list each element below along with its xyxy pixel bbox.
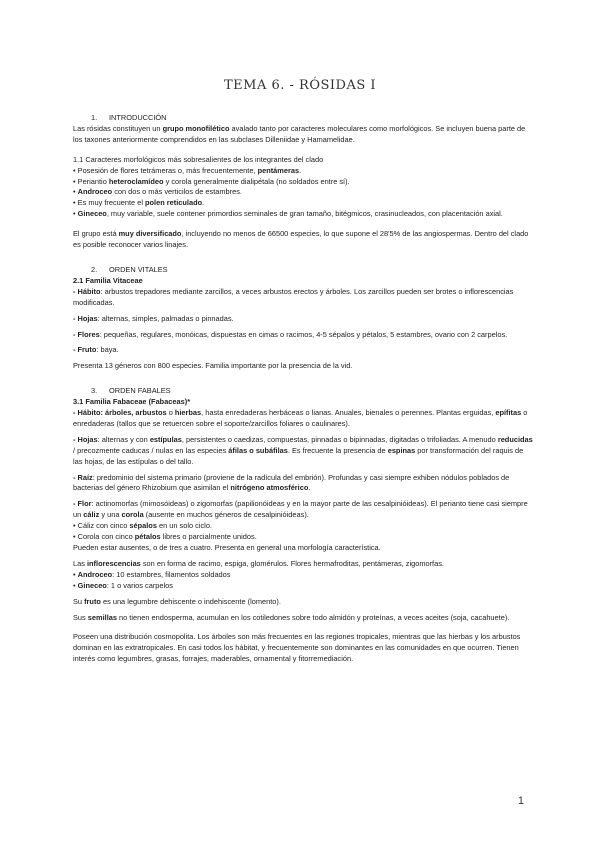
fabaceae-inflorescencias: Las inflorescencias son en forma de racimo, espiga, glomérulos. Flores hermafroditas, pentámeras, zigomorfas. bbox=[73, 558, 444, 568]
list-item: • Es muy frecuente el polen reticulado. bbox=[73, 198, 205, 208]
list-item: • Posesión de flores tetrámeras o, más frecuentemente, pentámeras. bbox=[73, 165, 302, 175]
fabaceae-hojas: - Hojas: alternas y con estípulas, persistentes o caedizas, compuestas, pinnadas o bipinnadas, digitadas o trifoliadas. A menudo reducidas / precozmente caducas / nulas en las especies áfilas o subáfilas. Es frecuente la presencia de espinas por transformación del raquis de las hojas, de las estípulas o del tallo. bbox=[73, 434, 533, 466]
vitaceae-habito: - Hábito: arbustos trepadores mediante zarcillos, a veces arbustos erectos y árboles. Los zarcillos pueden ser brotes o inflorescencias modificadas. bbox=[73, 286, 514, 307]
fabaceae-habito: - Hábito: árboles, arbustos o hierbas, hasta enredaderas herbáceas o lianas. Anuales, bienales o perennes. Plantas erguidas, epífitas o enredaderas (tallos que se retuercen sobre el soporte/zarcillos foliares o caulinares). bbox=[73, 408, 528, 428]
intro-paragraph: Las rósidas constituyen un grupo monofilético avalado tanto por caracteres moleculares como morfológicos. Se incluyen buena parte de los taxones anteriormente comprendidos en las subclases Dilleniidae y Hamamelidae. bbox=[73, 123, 526, 144]
vitaceae-hojas: - Hojas: alternas, simples, palmadas o pinnadas. bbox=[73, 313, 234, 323]
subheading-vitaceae: 2.1 Familia Vitaceae bbox=[73, 275, 143, 285]
vitaceae-fruto: - Fruto: baya. bbox=[73, 345, 119, 355]
section-heading-fabales: 3. ORDEN FABALES bbox=[91, 386, 171, 396]
section-heading-introduccion: 1. INTRODUCCIÓN bbox=[91, 113, 167, 122]
diversity-paragraph: El grupo está muy diversificado, incluyendo no menos de 66500 especies, lo que supone el 28'5% de las angiospermas. Dentro del clado es posible reconocer varios linajes. bbox=[73, 229, 529, 250]
list-item: • Androceo: 10 estambres, filamentos soldados bbox=[73, 569, 231, 579]
list-item: • Corola con cinco pétalos libres o parcialmente unidos. bbox=[73, 532, 257, 542]
list-item: • Gineceo: 1 o varios carpelos bbox=[73, 580, 173, 590]
fabaceae-distribucion: Poseen una distribución cosmopolita. Los árboles son más frecuentes en las regiones tropicales, mientras que las hierbas y los arbustos dominan en las extratropicales. En casi todos los hábitat, y frecuentemente son dominantes en las comunidades en que ocurren. Tienen interés como legumbres, grasas, forrajes, maderables, ornamental y fitorremediación. bbox=[73, 632, 521, 664]
list-item: • Androceo con dos o más verticilos de estambres. bbox=[73, 187, 242, 197]
page-number: 1 bbox=[517, 795, 524, 807]
page-title: TEMA 6. - RÓSIDAS I bbox=[223, 78, 377, 93]
list-item: • Gineceo, muy variable, suele contener primordios seminales de gran tamaño, bitégmicos, crasinucleados, con placentación axial. bbox=[73, 209, 503, 219]
page-content bbox=[73, 113, 533, 665]
list-item: • Periantio heteroclamídeo y corola generalmente dialipétala (no soldados entre sí). bbox=[73, 176, 350, 186]
subheading-fabaceae: 3.1 Familia Fabaceae (Fabaceas)* bbox=[73, 397, 191, 407]
fabaceae-raiz: - Raíz: predominio del sistema primario (proviene de la radícula del embrión). Profundas y casi siempre exhiben nódulos poblados de bacterias del género Rhizobium que asimilan el nitrógeno atmosférico. bbox=[73, 472, 510, 493]
fabaceae-semillas: Sus semillas no tienen endosperma, acumulan en los cotiledones sobre todo almidón y proteínas, a veces aceites (soja, cacahuete). bbox=[73, 612, 510, 622]
fabaceae-flor: - Flor: actinomorfas (mimosóideas) o zigomorfas (papilionóideas y en la mayor parte de las cesalpinióideas). El perianto tiene casi siempre un cáliz y una corola (ausente en muchos géneros de cesalpinióideas). bbox=[73, 499, 528, 520]
vitaceae-flores: - Flores: pequeñas, regulares, monóicas, dispuestas en cimas o racimos, 4-5 sépalos y pétalos, 5 estambres, ovario con 2 carpelos. bbox=[73, 329, 508, 339]
fabaceae-fruto: Su fruto es una legumbre dehiscente o indehiscente (lomento). bbox=[73, 596, 281, 606]
section-heading-vitales: 2. ORDEN VITALES bbox=[91, 264, 168, 274]
fabaceae-flor-note: Pueden estar ausentes, o de tres a cuatro. Presenta en general una morfología característica. bbox=[73, 543, 381, 552]
vitaceae-closing: Presenta 13 géneros con 800 especies. Familia importante por la presencia de la vid. bbox=[73, 361, 353, 371]
subheading-caracteres: 1.1 Caracteres morfológicos más sobresalientes de los integrantes del clado bbox=[73, 154, 324, 164]
list-item: • Cáliz con cinco sépalos en un solo ciclo. bbox=[73, 521, 212, 531]
